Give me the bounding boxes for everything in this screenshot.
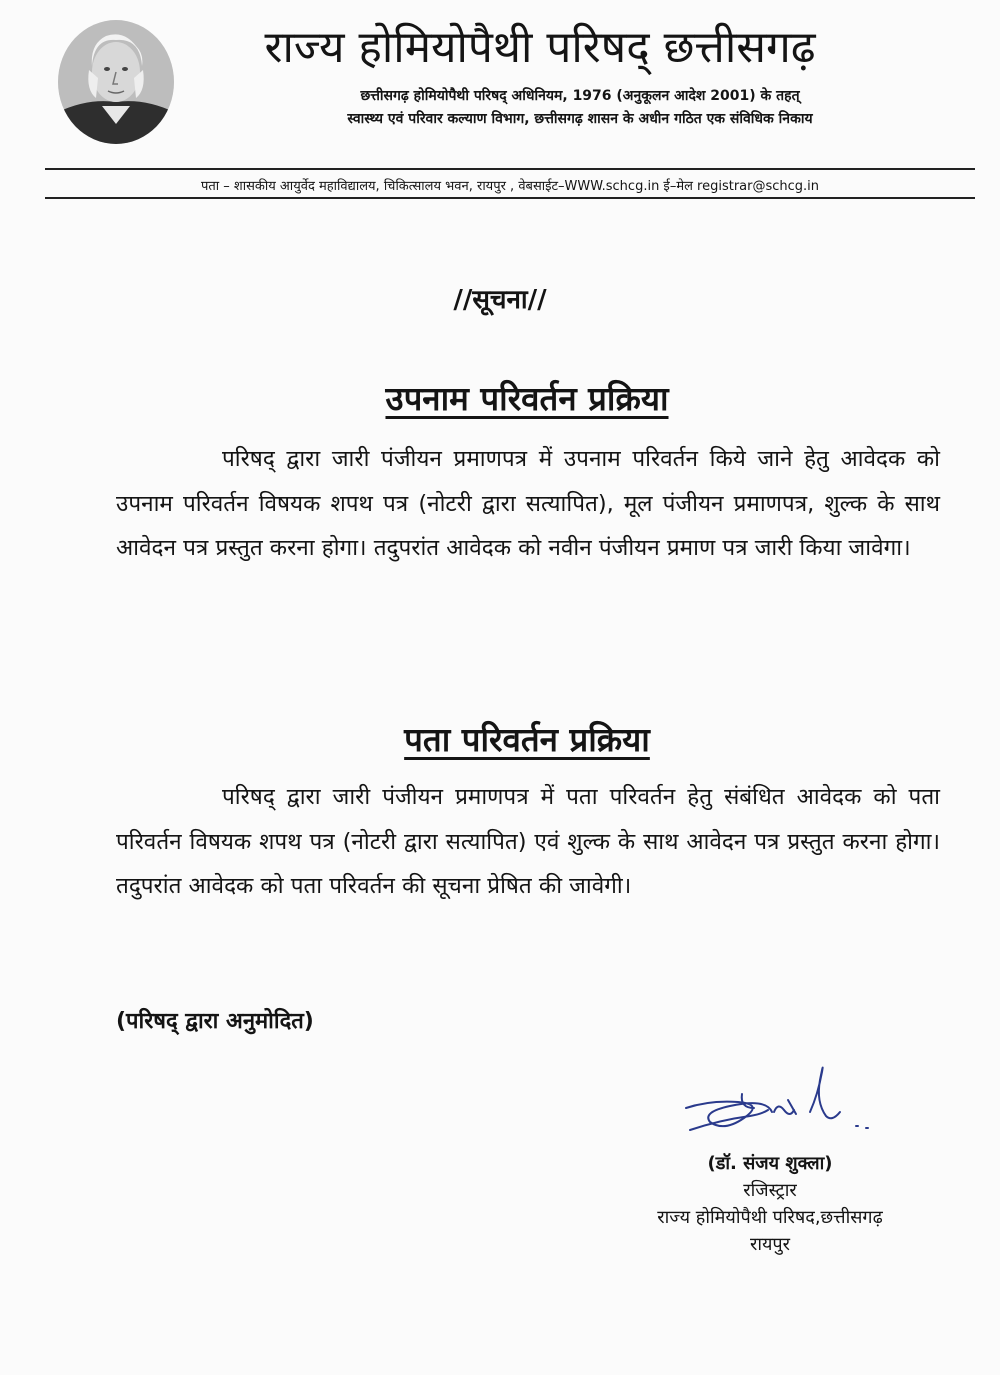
approval-note: (परिषद् द्वारा अनुमोदित) <box>116 1009 314 1034</box>
act-reference: छत्तीसगढ़ होमियोपैथी परिषद् अधिनियम, 1976 (अनुकूलन आदेश 2001) के तहत् <box>360 88 800 104</box>
signatory-organization: राज्य होमियोपैथी परिषद,छत्तीसगढ़ <box>657 1207 883 1228</box>
signatory-name: (डॉ. संजय शुक्ला) <box>707 1153 833 1174</box>
surname-change-heading: उपनाम परिवर्तन प्रक्रिया <box>385 379 669 418</box>
address-change-paragraph: परिषद् द्वारा जारी पंजीयन प्रमाणपत्र में पता परिवर्तन हेतु संबंधित आवेदक को पता परिवर्तन विषयक शपथ पत्र (नोटरी द्वारा सत्यापित) एवं शुल्क के साथ आवेदन पत्र प्रस्तुत करना होगा। तदुपरांत आवेदक को पता परिवर्तन की सूचना प्रेषित की जावेगी। <box>116 784 940 899</box>
signatory-designation: रजिस्ट्रार <box>743 1180 797 1201</box>
authority-line: स्वास्थ्य एवं परिवार कल्याण विभाग, छत्तीसगढ़ शासन के अधीन गठित एक संविधिक निकाय <box>347 111 813 127</box>
signatory-block <box>600 1150 940 1258</box>
surname-change-paragraph: परिषद् द्वारा जारी पंजीयन प्रमाणपत्र में उपनाम परिवर्तन किये जाने हेतु आवेदक को उपनाम परिवर्तन विषयक शपथ पत्र (नोटरी द्वारा सत्यापित), मूल पंजीयन प्रमाणपत्र, शुल्क के साथ आवेदन पत्र प्रस्तुत करना होगा। तदुपरांत आवेदक को नवीन पंजीयन प्रमाण पत्र जारी किया जावेगा। <box>116 446 940 561</box>
notice-label: //सूचना// <box>453 285 547 315</box>
header-divider-bottom <box>45 197 975 199</box>
signature-icon <box>680 1050 900 1150</box>
signatory-city: रायपुर <box>749 1234 791 1255</box>
council-title: राज्य होमियोपैथी परिषद् छत्तीसगढ़ <box>264 22 816 73</box>
header-divider-top <box>45 168 975 170</box>
founder-portrait-icon <box>58 20 174 144</box>
contact-address: पता – शासकीय आयुर्वेद महाविद्यालय, चिकित्सालय भवन, रायपुर , वेबसाईट–WWW.schcg.in ई–मेल registrar@schcg.in <box>200 179 820 194</box>
address-change-heading: पता परिवर्तन प्रक्रिया <box>404 720 650 759</box>
